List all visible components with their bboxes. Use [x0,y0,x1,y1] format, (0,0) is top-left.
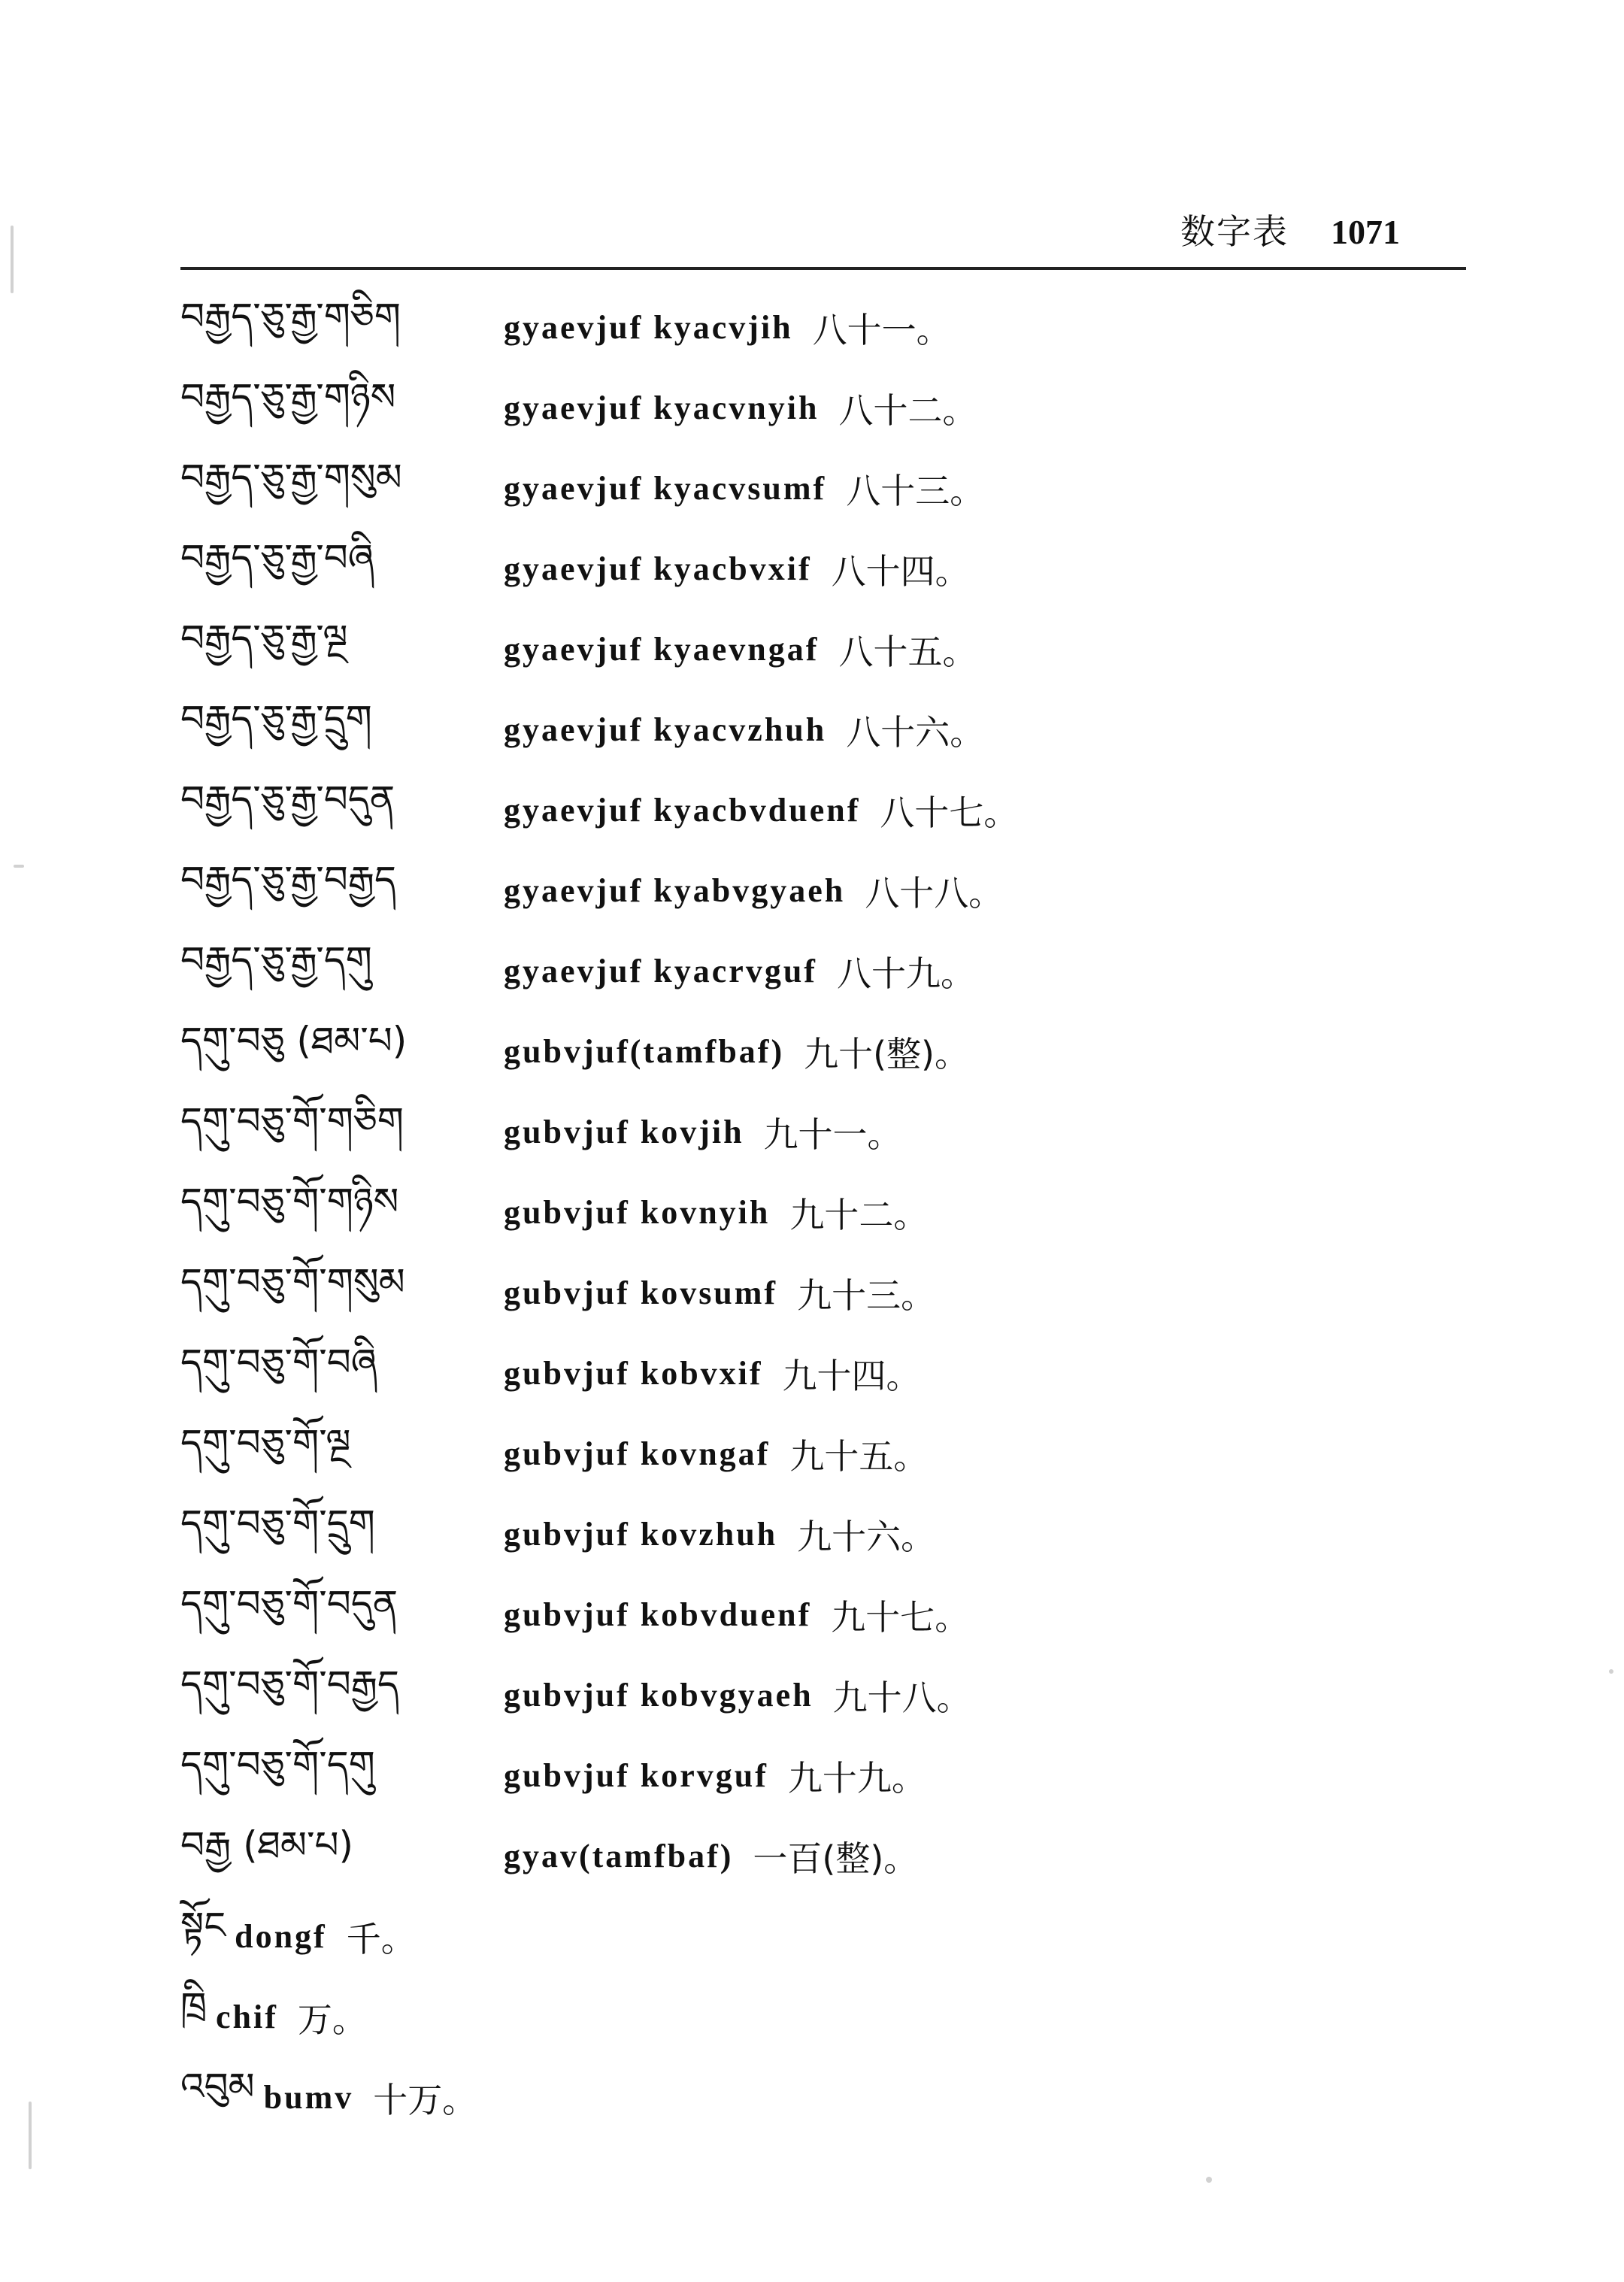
tibetan-term: བརྒྱད་ཅུ་རྒྱ་བརྒྱད [180,857,396,902]
chinese-meaning: 八十七。 [880,792,1019,833]
chinese-meaning: 八十六。 [846,711,985,753]
romanization: gyaevjuf kyabvgyaeh [504,872,846,909]
romanization: chif [216,1999,278,2035]
tibetan-term: དགུ་བཅུ་གོ་ལྔ [180,1420,351,1465]
romanization: gyaevjuf kyacbvduenf [504,792,861,829]
tibetan-term: བརྒྱད་ཅུ་རྒྱ་གཅིག [180,294,401,338]
chinese-meaning: 八十二。 [838,389,977,431]
romanization: gubvjuf kovzhuh [504,1516,778,1553]
romanization: gyaevjuf kyacvnyih [504,389,820,426]
scan-mark [14,865,24,868]
tibetan-term: དགུ་བཅུ་གོ་གཉིས [180,1179,399,1223]
table-entry [180,1816,1474,1896]
header-rule [180,267,1466,270]
tibetan-term: འབུམ [180,2064,255,2108]
chinese-meaning: 八十八。 [865,872,1004,914]
romanization: dongf [235,1918,327,1955]
romanization: gubvjuf kovsumf [504,1274,778,1311]
chinese-meaning: 十万。 [373,2079,477,2120]
chinese-meaning: 九十七。 [831,1596,970,1638]
scan-mark [11,226,14,293]
tibetan-term: བརྒྱ (ཐམ་པ) [180,1823,354,1867]
tibetan-term: བརྒྱད་ཅུ་རྒྱ་ལྔ [180,616,348,660]
romanization: gubvjuf korvguf [504,1757,768,1794]
scan-mark [29,2102,32,2169]
tibetan-term: བརྒྱད་ཅུ་རྒྱ་གསུམ [180,455,402,499]
romanization: gyaevjuf kyacvzhuh [504,711,827,748]
tibetan-term: དགུ་བཅུ (ཐམ་པ) [180,1018,408,1062]
tibetan-term: ཁྲི [180,1983,207,2028]
table-entry [180,2057,1474,2138]
tibetan-term: དགུ་བཅུ་གོ་དྲུག [180,1501,375,1545]
chinese-meaning: 九十(整)。 [804,1033,970,1074]
number-table [180,287,1474,2138]
tibetan-term: བརྒྱད་ཅུ་རྒྱ་དགུ [180,938,372,982]
chinese-meaning: 九十二。 [789,1194,929,1235]
tibetan-term: སྟོང [180,1903,226,1947]
romanization: gyaevjuf kyaevngaf [504,631,820,668]
romanization: gyaevjuf kyacvsumf [504,470,827,507]
chinese-meaning: 八十五。 [838,631,977,672]
chinese-meaning: 八十四。 [831,550,970,592]
romanization: bumv [263,2079,354,2116]
romanization: gyaevjuf kyacrvguf [504,953,817,989]
tibetan-term: དགུ་བཅུ་གོ་གསུམ [180,1259,405,1304]
tibetan-term: བརྒྱད་ཅུ་རྒྱ་བདུན [180,777,395,821]
romanization: gubvjuf kobvduenf [504,1596,812,1633]
tibetan-term: བརྒྱད་ཅུ་རྒྱ་བཞི [180,535,374,580]
chinese-meaning: 千。 [346,1918,416,1959]
tibetan-term: དགུ་བཅུ་གོ་དགུ [180,1742,375,1787]
tibetan-term: དགུ་བཅུ་གོ་གཅིག [180,1099,404,1143]
romanization: gubvjuf kovjih [504,1114,744,1150]
tibetan-term: དགུ་བཅུ་གོ་བརྒྱད [180,1662,399,1706]
romanization: gubvjuf kobvxif [504,1355,763,1392]
chinese-meaning: 八十三。 [846,470,985,511]
chinese-meaning: 万。 [297,1999,367,2040]
tibetan-term: དགུ་བཅུ་གོ་བཞི [180,1340,377,1384]
scan-mark [1206,2177,1212,2183]
running-title: 数字表 [1180,211,1289,252]
romanization: gyaevjuf kyacbvxif [504,550,812,587]
chinese-meaning: 九十四。 [782,1355,921,1396]
romanization: gubvjuf kobvgyaeh [504,1677,814,1714]
romanization: gubvjuf kovngaf [504,1435,771,1472]
tibetan-term: དགུ་བཅུ་གོ་བདུན [180,1581,398,1626]
chinese-meaning: 九十八。 [832,1677,971,1718]
chinese-meaning: 八十一。 [812,309,951,350]
table-entry [180,1977,1474,2057]
tibetan-term: བརྒྱད་ཅུ་རྒྱ་གཉིས [180,374,396,419]
page-number: 1071 [1331,213,1400,251]
chinese-meaning: 八十九。 [836,953,975,994]
romanization: gyav(tamfbaf) [504,1838,734,1874]
chinese-meaning: 九十六。 [797,1516,936,1557]
chinese-meaning: 九十一。 [763,1114,902,1155]
chinese-meaning: 一百(整)。 [753,1838,919,1879]
romanization: gubvjuf kovnyih [504,1194,771,1231]
tibetan-term: བརྒྱད་ཅུ་རྒྱ་དྲུག [180,696,372,741]
chinese-meaning: 九十九。 [787,1757,926,1799]
romanization: gyaevjuf kyacvjih [504,309,793,346]
scan-mark [1609,1669,1613,1674]
page-header [1180,205,1481,257]
chinese-meaning: 九十三。 [797,1274,936,1316]
chinese-meaning: 九十五。 [789,1435,929,1477]
romanization: gubvjuf(tamfbaf) [504,1033,785,1070]
